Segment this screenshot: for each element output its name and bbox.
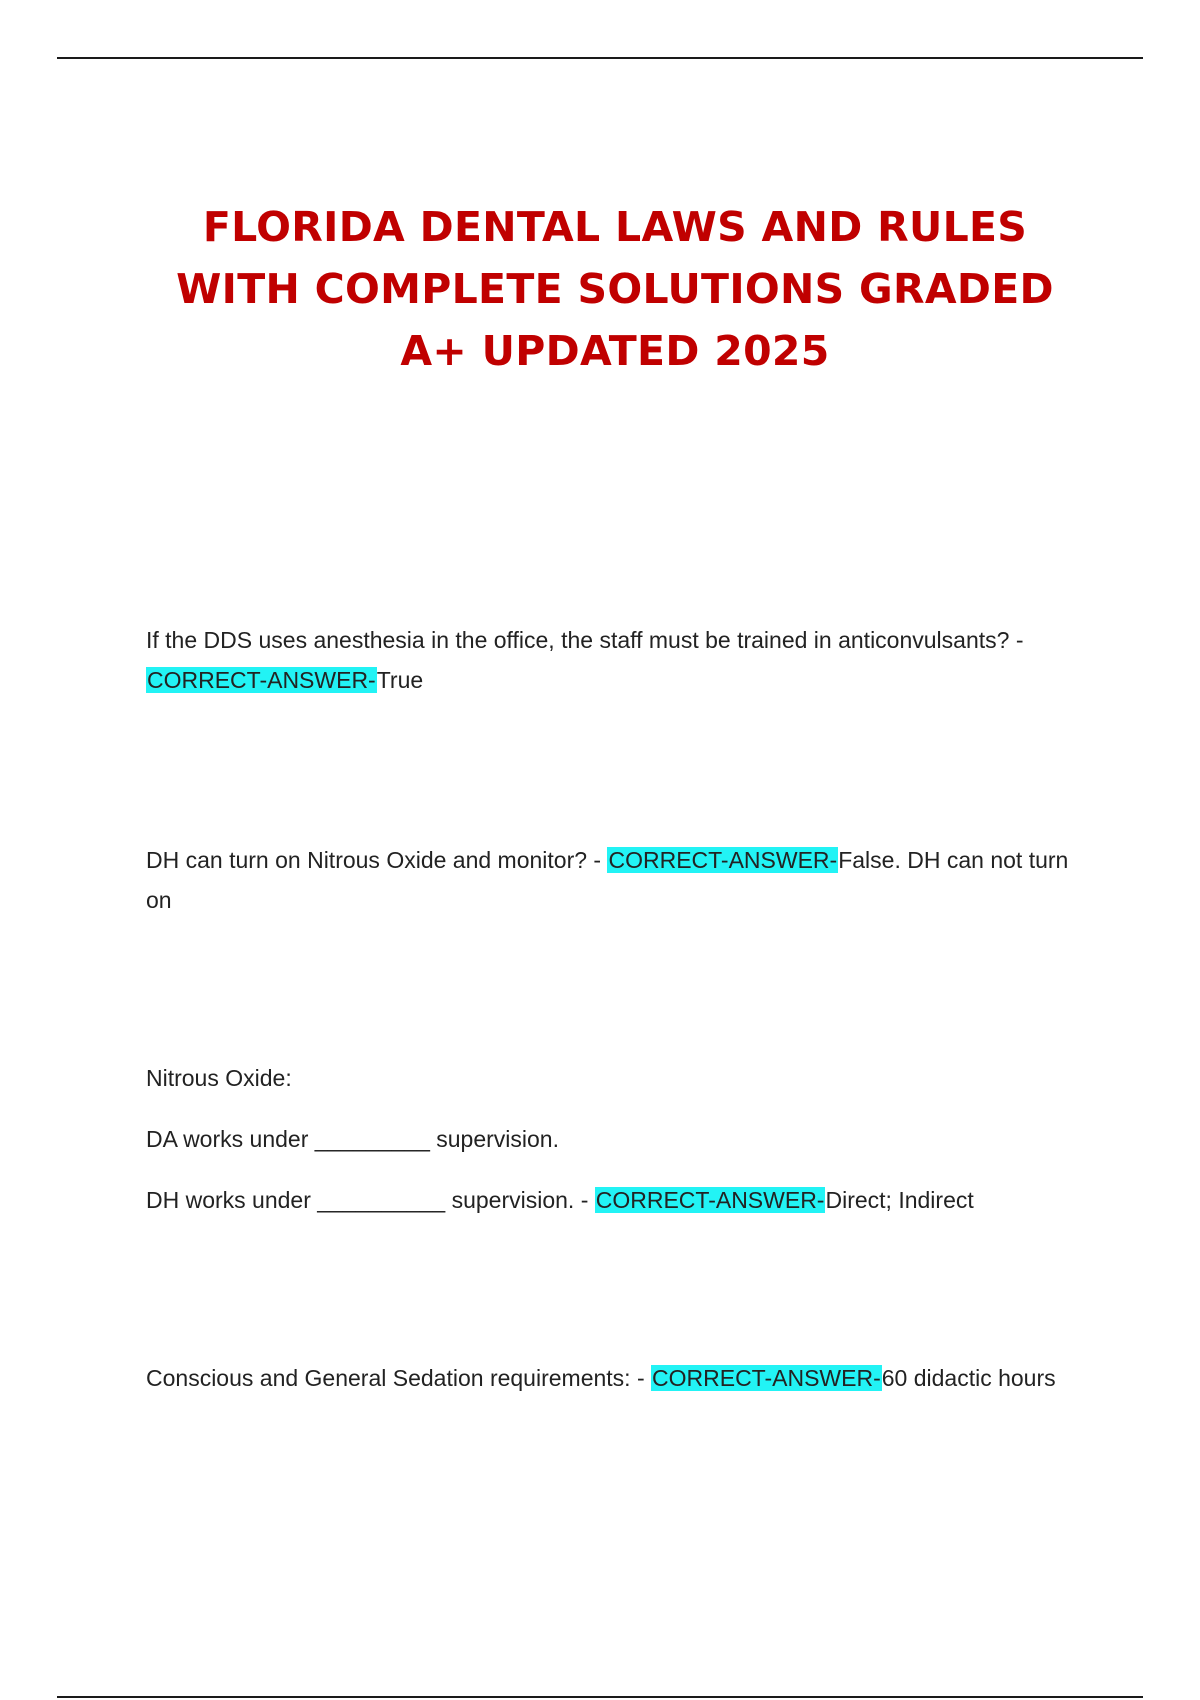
qa-text <box>146 1180 1076 1220</box>
answer-text: Direct; Indirect <box>825 1187 974 1213</box>
question-line: Nitrous Oxide: <box>146 1065 292 1091</box>
qa-item-1 <box>146 620 1076 700</box>
title-line-3: A+ UPDATED 2025 <box>400 327 830 375</box>
question-text: DH works under __________ supervision. - <box>146 1187 595 1213</box>
answer-marker: CORRECT-ANSWER- <box>652 1365 881 1391</box>
qa-text <box>146 620 1076 700</box>
qa-text <box>146 840 1076 920</box>
answer-text: 60 didactic hours <box>881 1365 1056 1391</box>
qa-text <box>146 1358 1076 1398</box>
answer-marker: CORRECT-ANSWER- <box>595 1187 825 1213</box>
qa-item-2 <box>146 840 1076 920</box>
qa-item-3 <box>146 1058 1076 1220</box>
answer-marker: CORRECT-ANSWER- <box>608 847 838 873</box>
question-line: DA works under _________ supervision. <box>146 1126 559 1152</box>
answer-text: False. DH can not turn on <box>146 847 1069 913</box>
question-text: If the DDS uses anesthesia in the office, the staff must be trained in anticonvulsants? - <box>146 627 1024 653</box>
title-line-1: FLORIDA DENTAL LAWS AND RULES <box>202 203 1028 251</box>
question-text: Conscious and General Sedation requirements: - <box>146 1365 652 1391</box>
answer-text: True <box>376 667 424 693</box>
header-rule <box>57 57 1143 59</box>
footer-rule <box>57 1696 1143 1698</box>
answer-marker: CORRECT-ANSWER- <box>147 667 376 693</box>
document-title <box>120 196 1110 382</box>
question-text: DH can turn on Nitrous Oxide and monitor? - <box>146 847 608 873</box>
title-line-2: WITH COMPLETE SOLUTIONS GRADED <box>176 265 1054 313</box>
qa-item-4 <box>146 1358 1076 1398</box>
